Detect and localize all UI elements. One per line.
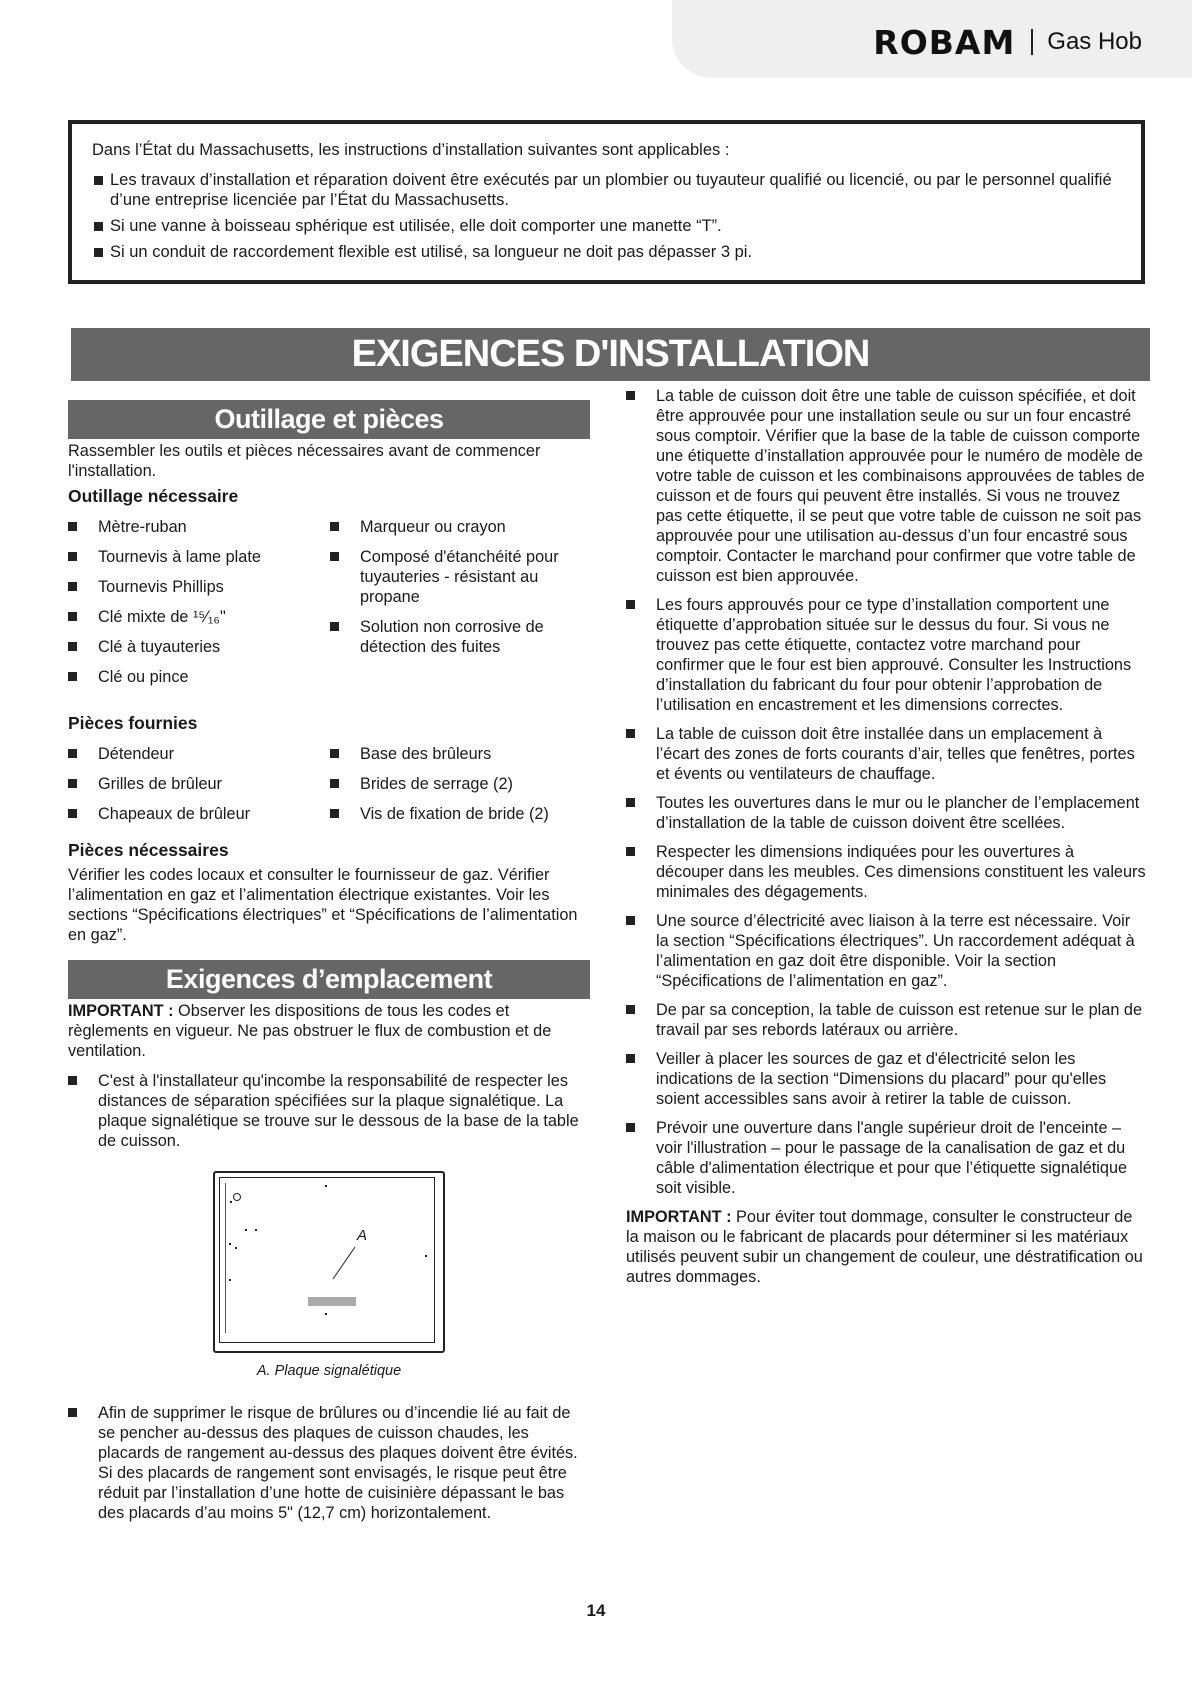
notice-intro: Dans l’État du Massachusetts, les instructions d’installation suivantes sont applicables : bbox=[92, 141, 730, 159]
list-item: Mètre-ruban bbox=[68, 517, 330, 537]
parts-heading: Pièces fournies bbox=[68, 713, 198, 733]
list-item: Afin de supprimer le risque de brûlures ou d’incendie lié au fait de se pencher au-dessus des plaques de cuisson chaudes, les placards de rangement au-dessus des plaques doivent être évités. Si des placards de rangement sont envisagés, le risque peut être réduit par l’installation d’une hotte de cuisinière dépassant le bas des placards d’au moins 5" (12,7 cm) horizontalement. bbox=[68, 1403, 590, 1523]
parts-list-left bbox=[68, 744, 330, 834]
notice-item: Si un conduit de raccordement flexible est utilisé, sa longueur ne doit pas dépasser 3 pi. bbox=[92, 242, 1115, 262]
important-text: Pour éviter tout dommage, consulter le constructeur de la maison ou le fabricant de placards pour déterminer si les matériaux utilisés peuvent subir un changement de couleur, une déstratification ou autres dommages. bbox=[626, 1208, 1143, 1286]
list-item: Chapeaux de brûleur bbox=[68, 804, 330, 824]
parts-lists bbox=[68, 744, 590, 834]
main-title: EXIGENCES D'INSTALLATION bbox=[71, 328, 1150, 381]
tools-intro: Rassembler les outils et pièces nécessaires avant de commencer l'installation. bbox=[68, 442, 541, 480]
notice-list bbox=[92, 170, 1115, 262]
list-item: Détendeur bbox=[68, 744, 330, 764]
needed-text: Vérifier les codes locaux et consulter le fournisseur de gaz. Vérifier l’alimentation en gaz et l’alimentation électrique existantes. Voir les sections “Spécifications électriques” et “Spécifications de l’alimentation en gaz”. bbox=[68, 866, 578, 944]
tools-lists bbox=[68, 517, 590, 697]
list-item: La table de cuisson doit être installée dans un emplacement à l’écart des zones de forts courants d’air, telles que fenêtres, portes et évents ou ventilateurs de chauffage. bbox=[626, 724, 1146, 784]
location-section-title: Exigences d’emplacement bbox=[68, 960, 590, 999]
tools-list-left bbox=[68, 517, 330, 697]
list-item: Composé d'étanchéité pour tuyauteries - résistant au propane bbox=[330, 547, 590, 607]
rating-plate-figure bbox=[213, 1171, 445, 1353]
list-item: De par sa conception, la table de cuisson est retenue sur le plan de travail par ses rebords latéraux ou arrière. bbox=[626, 1000, 1146, 1040]
list-item: Marqueur ou crayon bbox=[330, 517, 590, 537]
list-item: Toutes les ouvertures dans le mur ou le plancher de l’emplacement d’installation de la table de cuisson doivent être scellées. bbox=[626, 793, 1146, 833]
list-item: Brides de serrage (2) bbox=[330, 774, 590, 794]
robam-logo: ROBAM bbox=[873, 22, 1016, 62]
notice-item: Les travaux d’installation et réparation doivent être exécutés par un plombier ou tuyauteur qualifié ou licencié, ou par le personnel qualifié d’une entreprise licenciée par l’État du Massachusetts. bbox=[92, 170, 1115, 210]
list-item: Clé ou pince bbox=[68, 667, 330, 687]
callout-leader-line bbox=[213, 1171, 445, 1353]
list-item: Une source d’électricité avec liaison à la terre est nécessaire. Voir la section “Spécifications électriques”. Un raccordement adéquat à l’alimentation en gaz doit être disponible. Voir la section “Spécifications de l’alimentation en gaz”. bbox=[626, 911, 1146, 991]
massachusetts-notice-box bbox=[68, 120, 1145, 284]
list-item: Les fours approuvés pour ce type d’installation comportent une étiquette d’approbation située sur le dessus du four. Si vous ne trouvez pas cette étiquette, contactez votre marchand pour confirmer que le four est bien approuvé. Consulter les Instructions d’installation du fabricant du four pour obtenir l’approbation de l’utilisation en encastrement et les dimensions correctes. bbox=[626, 595, 1146, 715]
right-important bbox=[626, 1207, 1146, 1287]
important-label: IMPORTANT : bbox=[68, 1002, 174, 1020]
location-list-2 bbox=[68, 1403, 590, 1523]
header-divider bbox=[1031, 29, 1033, 55]
list-item: Prévoir une ouverture dans l'angle supérieur droit de l'enceinte – voir l'illustration – pour le passage de la canalisation de gaz et du câble d'alimentation électrique et pour que l’étiquette signalétique soit visible. bbox=[626, 1118, 1146, 1198]
list-item: Clé à tuyauteries bbox=[68, 637, 330, 657]
list-item: Solution non corrosive de détection des fuites bbox=[330, 617, 590, 657]
left-column bbox=[68, 400, 590, 1523]
header-brand bbox=[873, 22, 1142, 62]
list-item: Vis de fixation de bride (2) bbox=[330, 804, 590, 824]
list-item: Respecter les dimensions indiquées pour les ouvertures à découper dans les meubles. Ces dimensions constituent les valeurs minimales des dégagements. bbox=[626, 842, 1146, 902]
requirements-list bbox=[626, 386, 1146, 1198]
list-item: Veiller à placer les sources de gaz et d'électricité selon les indications de la section “Dimensions du placard” pour qu'elles soient accessibles sans avoir à retirer la table de cuisson. bbox=[626, 1049, 1146, 1109]
product-name: Gas Hob bbox=[1047, 28, 1142, 55]
figure-callout-letter: A bbox=[357, 1227, 368, 1244]
right-column bbox=[626, 386, 1146, 1287]
list-item: C'est à l'installateur qu'incombe la responsabilité de respecter les distances de séparation spécifiées sur la plaque signalétique. La plaque signalétique se trouve sur le dessous de la base de la table de cuisson. bbox=[68, 1071, 590, 1151]
list-item: Tournevis à lame plate bbox=[68, 547, 330, 567]
needed-heading: Pièces nécessaires bbox=[68, 840, 229, 860]
notice-item: Si une vanne à boisseau sphérique est utilisée, elle doit comporter une manette “T”. bbox=[92, 216, 1115, 236]
location-important bbox=[68, 1001, 590, 1061]
location-list-1 bbox=[68, 1071, 590, 1151]
list-item: Grilles de brûleur bbox=[68, 774, 330, 794]
list-item: Base des brûleurs bbox=[330, 744, 590, 764]
page-number: 14 bbox=[586, 1601, 606, 1620]
tools-section-title: Outillage et pièces bbox=[68, 400, 590, 439]
important-text: Observer les dispositions de tous les codes et règlements en vigueur. Ne pas obstruer le flux de combustion et de ventilation. bbox=[68, 1002, 552, 1060]
figure-caption: A. Plaque signalétique bbox=[256, 1363, 402, 1379]
tools-heading: Outillage nécessaire bbox=[68, 486, 239, 506]
important-label: IMPORTANT : bbox=[626, 1208, 732, 1226]
list-item: La table de cuisson doit être une table de cuisson spécifiée, et doit être approuvée pour une installation seule ou sur un four encastré sous comptoir. Vérifier que la base de la table de cuisson comporte une étiquette d’installation approuvée pour le numéro de modèle de votre table de cuisson et les combinaisons approuvées de tables de cuisson et de fours qui peuvent être installés. Si vous ne trouvez pas cette étiquette, il se peut que votre table de cuisson ne soit pas approuvée pour une utilisation au-dessus d’un four encastré sous comptoir. Contacter le marchand pour confirmer que votre table de cuisson est bien approuvée. bbox=[626, 386, 1146, 586]
parts-list-right bbox=[330, 744, 590, 834]
tools-list-right bbox=[330, 517, 590, 697]
list-item: Tournevis Phillips bbox=[68, 577, 330, 597]
list-item: Clé mixte de ¹⁵⁄₁₆" bbox=[68, 607, 330, 627]
